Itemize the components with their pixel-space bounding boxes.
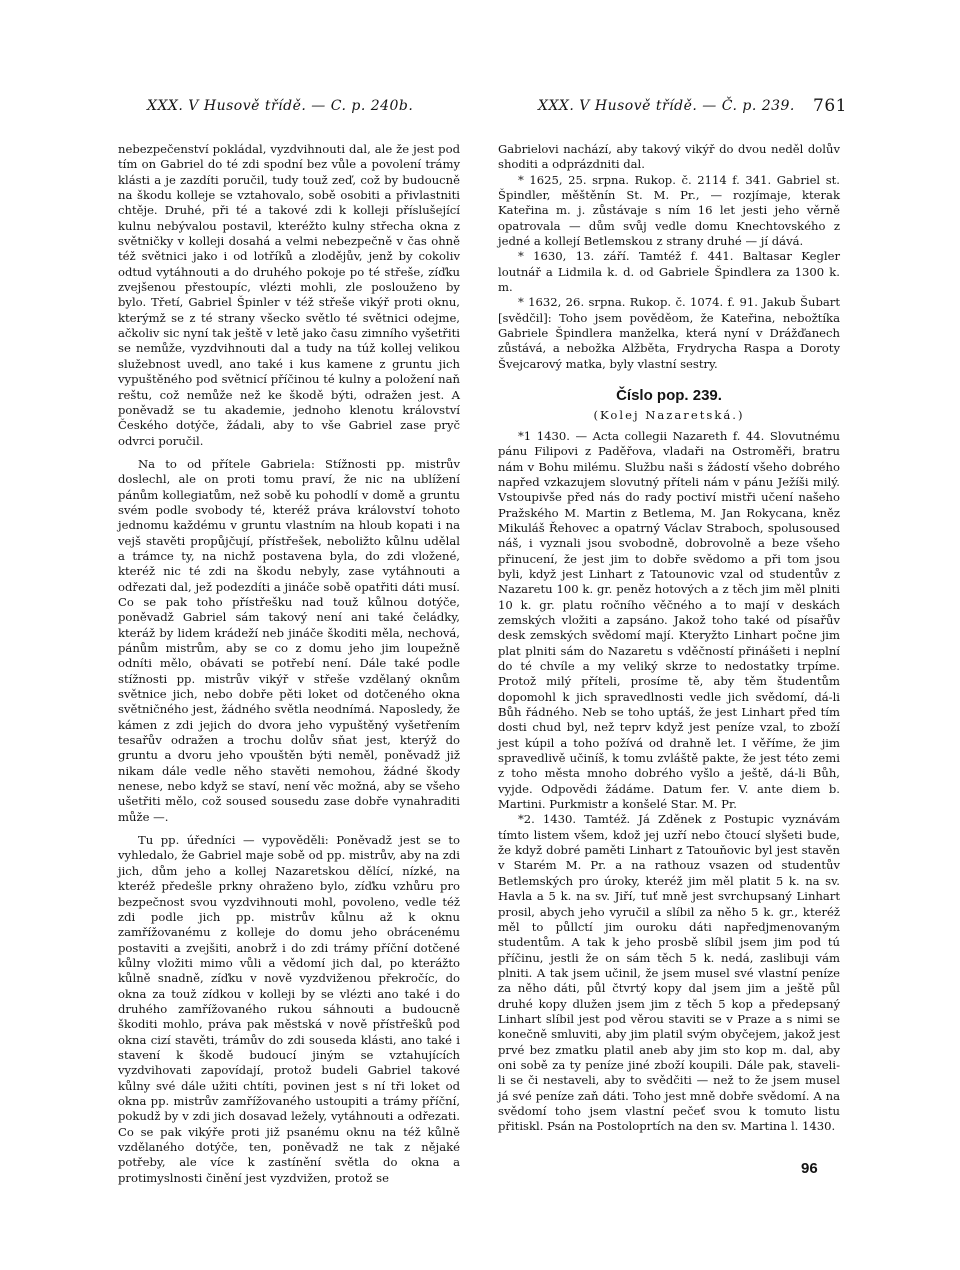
paragraph: Gabrielovi nachází, aby takový vikýř do dvou neděl dolův shoditi a odprázdniti dal.: [498, 142, 840, 172]
right-column: [498, 142, 840, 1135]
sheet-number: 96: [801, 1160, 818, 1177]
section-heading: [498, 388, 840, 404]
running-head-left: XXX. V Husově třídě. — C. p. 240b.: [147, 98, 414, 114]
paragraph: *1 1430. — Acta collegii Nazareth f. 44. Slovutnému pánu Filipovi z Paděřova, vladaři na Ostroměři, bratru nám v Bohu milému. Službu naši s žádostí všeho dobrého napřed vzkazujem slovutný příteli nám v pánu Ježíši milý. Vstoupivše před nás do rady poctiví mistři učení našeho Pražského M. Martin z Betlema, M. Jan Rokycana, kněz Mikuláš Řehovec a opatrný Václav Straboch, spolusoused náš, i vyznali jsou svobodně, dobrovolně a beze všeho přinucení, že jest jim to dobře svědomo a při tom jsou byli, když jest Linhart z Tatounovic vzal od studentův z Nazaretu 100 k. gr. peněz hotových a z těch jim měl plniti 10 k. gr. platu ročního věčného a to mají v deskách zemských vložiti a zapsáno. Jakož toho také od písařův desk zemských svědomí mají. Kteryžto Linhart počne jim plat plniti sám do Nazaretu s vděčností přinášeti i neplní do té chvíle a my veliký skrze to nedostatky trpíme. Protož milý příteli, prosíme tě, aby těm študentům dopomohl k jich spravedlnosti vedle jich svědomí, dá-li Bůh řádného. Neb se toho uptáš, že jest Linhart před tím dosti chud byl, než teprv když jest peníze vzal, to zboží jest kúpil a toho požívá od drahně let. I věříme, že jim spravedlivě učiníš, k tomu zvláště pakte, že jest této zemi z toho města mnoho dobrého vyšlo a ještě, dá-li Bůh, vyjde. Odpovědi žádáme. Datum fer. V. ante diem b. Martini. Purkmistr a konšelé Star. M. Pr.: [498, 428, 840, 812]
paragraph: Tu pp. úředníci — vypověděli: Poněvadž jest se to vyhledalo, že Gabriel maje sobě od pp. mistrův, aby na zdi jich, dům jeho a kollej Nazaretskou dělící, nízké, na kteréž předešle prkny ohraženo bylo, zíďku vzhůru pro bezpečnost svou vyzdvihnouti mohl, povoleno, vedle též zdi podle jich pp. mistrův kůlnu až k oknu zamřížovanému z kolleje do domu jeho obrácenému postaviti a zvejšiti, anobrž i do zdi trámy příční dotčené kůlny vložiti mimo vůli a vědomí jich dal, po kterážto kůlně snadně, zíďku v nově vyzdviženou překročíc, do okna za touž zídkou v kolleji by se vlézti ano také i do druhého zamřížovaného rukou sáhnouti a budoucně škoditi mohlo, práva pak městská v nově přístřešků pod okna cizí stavěti, trámův do zdi souseda klásti, ano také i stavení k škodě budoucí jiným se vztahujících vyzdvihovati zapovídají, protož budeli Gabriel takové kůlny své dále užiti chtíti, povinen jest s ní tři loket od okna pp. mistrův zamřížovaného ustoupiti a trámy příční, pokudž by v zdi jich dosavad ležely, vytáhnouti a odřezati. Co se pak vikýře proti již psanému oknu na též kůlně vzdělaného dotýče, ten, poněvadž ne tak z nějaké potřeby, ale více k zastínění světla do okna a protimyslnosti činění jest vyzdvižen, protož se: [118, 833, 460, 1185]
paragraph: * 1632, 26. srpna. Rukop. č. 1074. f. 91. Jakub Šubart [svědčil]: Toho jsem pověděom, že Kateřina, nebožtíka Gabriele Špindlera manželka, která nyní v Drážďanech zůstává, a nebožka Alžběta, Frydrycha Raspa a Doroty Švejcarový matka, byly vlastní sestry.: [498, 295, 840, 371]
left-column: [118, 142, 460, 1186]
page-number: 761: [813, 96, 847, 116]
paragraph: Na to od přítele Gabriela: Stížnosti pp. mistrův doslechl, ale on proti tomu praví, že nic na ublížení pánům kollegiatům, než sobě ku pohodlí v domě a gruntu svém podle svobody té, kteréž práva království tohoto jednomu každému v gruntu vlastním na hloub kopati i na vejš stavěti propůjčují, přístřešek, neboližto kůlnu udělal a trámce ty, na nichž postavena byla, do zdi vložené, kteréž nic té zdi na škodu nebyly, zase vytáhnouti a odřezati dal, jež podezdíti a jináče sobě opatřiti dáti musí. Co se pak toho přístřešku nad touž kůlnou dotýče, poněvadž Gabriel sám takový není ani také čeládky, kteráž by lidem krádeží neb jináče škoditi měla, nechová, pánům mistrům, aby se co z domu jeho jim loupežně odníti mělo, obávati se potřebí není. Dále také podle stížnosti pp. mistrův vikýř v střeše vzdělaný oknům světnice jich, nebo dobře pěti loket od dotčeného okna světničného jest, žádného světla neodnímá. Naposledy, že kámen z zdi jejich do dvora jeho vypuštěný vyšetřením tesařův odražen a trochu dolův sňat jest, kterýž do gruntu a dvoru jeho vpouštěn býti neměl, poněvadž již nikam dále vedle něho stavěti nemohou, žádné škody nenese, nebo když se staví, není věc možná, aby se všeho ušetřiti mělo, což soused sousedu zase dobře vynahraditi může —.: [118, 456, 460, 824]
paragraph: * 1630, 13. září. Tamtéž f. 441. Baltasar Kegler loutnář a Lidmila k. d. od Gabriele Špindlera za 1300 k. m.: [498, 249, 840, 295]
section-subheading: (Kolej Nazaretská.): [593, 407, 745, 422]
paragraph: * 1625, 25. srpna. Rukop. č. 2114 f. 341. Gabriel st. Špindler, měštěnín St. M. Pr., — rozjímaje, kterak Kateřina m. j. zůstávaje s ním 16 let jesti jeho věrně opatrovala — dům svůj vedle domu Knechtovského z jedné a kollejí Betlemskou z strany druhé — jí dává.: [498, 172, 840, 249]
section-number: Číslo pop. 239.: [616, 387, 722, 405]
paragraph: *2. 1430. Tamtéž. Já Zděnek z Postupic vyznávám tímto listem všem, kdož jej uzří nebo čtoucí slyšeti bude, že když dobré paměti Linhart z Tatouňovic byl jest stavěn v Starém M. Pr. a na rathouz vsazen od studentův Betlemských pro úroky, kteréž jim měl platit 5 k. na sv. Havla a 5 k. na sv. Jiří, tuť mně jest svrchupsaný Linhart prosil, abych jeho vyručil a slíbil za něho 5 k. gr., kteréž měl to půllctí jim ouroku dáti napředjmenovaným studentům. A tak k jeho prosbě slíbil jsem jim pod tú příčinu, jestli že on sám těch 5 k. nedá, zaslibuji vám plniti. A tak jsem učinil, že jsem musel své vlastní peníze za něho dáti, půl čtvrtý kopy dal jsem jim a ještě půl druhé kopy dlužen jsem jim z těch 5 kop a předepsaný Linhart slíbil jest pod věrou staviti se v Praze a s nimi se konečně smluviti, aby jim platil svým obyčejem, jakož jest prvé bez zmatku platil aneb aby jim sto kop m. dal, aby oni sobě za ty peníze jiné zboží koupili. Dále pak, staveli-li se či nestaveli, aby to svědčiti — než to že jsem musel já své peníze zaň dáti. Toho jest mně dobře svědomí. A na svědomí toho jsem vlastní pečeť svou k tomuto listu přitiskl. Psán na Postoloprtích na den sv. Martina l. 1430.: [498, 812, 840, 1134]
paragraph: nebezpečenství pokládal, vyzdvihnouti dal, ale že jest pod tím on Gabriel do té zdi spodní bez vůle a povolení trámy klásti a je zazdíti poručil, tudy touž zeď, což by budoucně na škodu kolleje se vztahovalo, sobě osobiti a přivlastniti chtěje. Druhé, při té a takové zdi k kolleji příslušející kulnu nebývalou postavil, kteréžto kulny střecha okna z světničky v kolleji dosahá a velmi nebezpečně v čas ohně též světnici jako i od lotříků a zlodějův, jenž by cokoliv odtud vytáhnouti a do druhého pokoje po té střeše, zíďku zvejšenou přestoupíc, vlézti mohli, zle poslouženo by bylo. Třetí, Gabriel Špinler v též střeše vikýř proti oknu, kterýmž se z té strany všecko světlo té světnici odejme, ačkoliv sic nyní tak ještě v letě jako času zimního vyšetřiti se nemůže, vyzdvihnouti dal a tudy na túž kollej velikou služebnost uvedl, ano také i kus kamene z gruntu jich vypuštěného pod světnicí příčinou té kulny a položení naň reštu, což nemůže než ke škodě býti, odražen jest. A poněvadž se tu akademie, jednoho klenotu království Českého dotýče, žádali, aby to vše Gabriel zase pryč odvrci poručil.: [118, 142, 460, 448]
running-head-right: XXX. V Husově třídě. — Č. p. 239.: [538, 98, 795, 114]
